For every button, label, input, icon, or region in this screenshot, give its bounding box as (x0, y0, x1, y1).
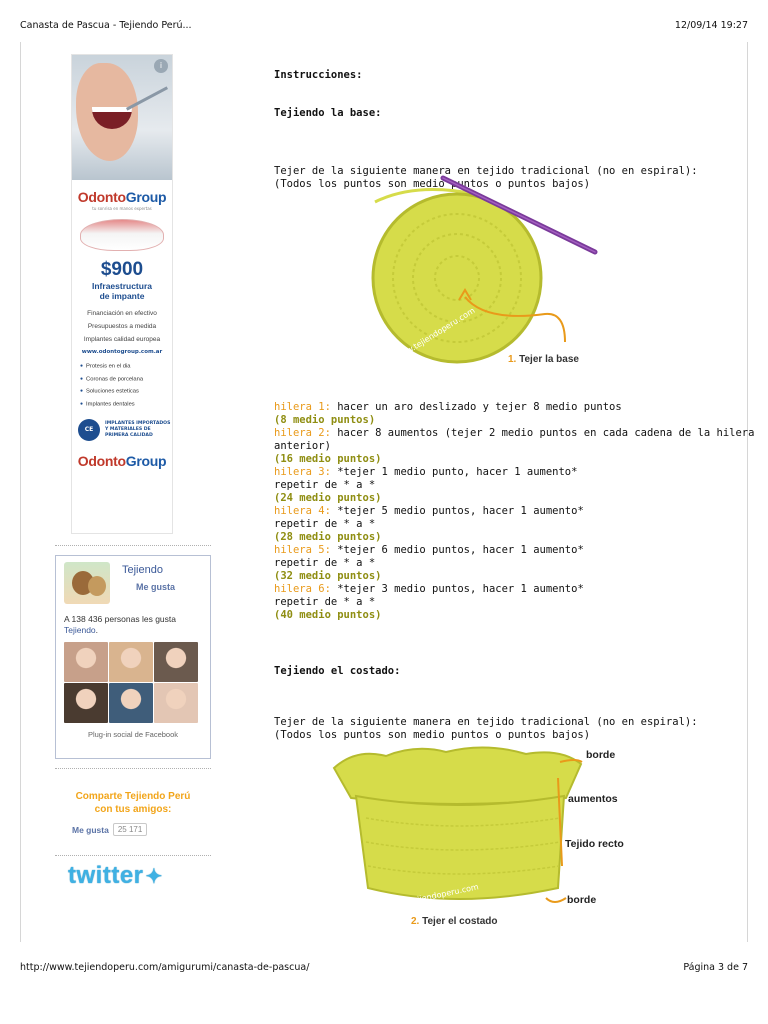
fan-avatar[interactable] (64, 683, 108, 723)
divider (55, 855, 211, 856)
share-like (72, 823, 147, 836)
facebook-like-box (55, 555, 211, 759)
row-text: *tejer 1 medio punto, hacer 1 aumento* (330, 466, 578, 478)
fan-avatar[interactable] (109, 683, 153, 723)
teeth-image (80, 219, 164, 251)
row-stitch-total: (16 medio puntos) (274, 453, 382, 465)
row-text: repetir de * a * (274, 518, 376, 530)
row-line (274, 570, 754, 583)
figure-2-caption: 2. Tejer el costado (411, 916, 498, 927)
row-label: hilera 3: (274, 466, 331, 478)
divider (55, 545, 211, 546)
row-line (274, 466, 754, 479)
row-text: repetir de * a * (274, 557, 376, 569)
ad-quality-seal: CE IMPLANTES IMPORTADOS Y MATERIALES DE PRIMERA CALIDAD (78, 419, 172, 441)
share-like-count: 25 171 (113, 823, 147, 836)
label-aumentos: aumentos (568, 793, 618, 805)
fan-avatar[interactable] (64, 642, 108, 682)
side-heading: Tejiendo el costado: (274, 665, 401, 677)
row-line (274, 414, 754, 427)
label-borde-bottom: borde (567, 894, 597, 906)
row-line (274, 544, 754, 557)
row-text: hacer 8 aumentos (tejer 2 medio puntos en cada cadena de la hilera (330, 427, 755, 439)
ad-features: Financiación en efectivo Presupuestos a medida Implantes calidad europea (83, 310, 161, 343)
row-line (274, 479, 754, 492)
page-url[interactable]: http://www.tejiendoperu.com/amigurumi/canasta-de-pascua/ (20, 962, 310, 973)
row-stitch-total: (32 medio puntos) (274, 570, 382, 582)
print-datetime: 12/09/14 19:27 (674, 20, 748, 31)
row-text: repetir de * a * (274, 479, 376, 491)
fb-like-button[interactable]: Me gusta (136, 582, 176, 592)
watermark-text: www.tejiendoperu.com (393, 305, 477, 363)
ce-seal-icon: CE (78, 419, 100, 441)
row-text: anterior) (274, 440, 331, 452)
dental-advertisement[interactable] (71, 54, 173, 534)
instructions-heading: Instrucciones: (274, 69, 363, 81)
row-line (274, 440, 754, 453)
side-intro: Tejer de la siguiente manera en tejido tradicional (no en espiral): (Todos los puntos son medio puntos o puntos bajos) (274, 716, 698, 741)
row-line (274, 531, 754, 544)
ad-photo (72, 55, 172, 180)
fb-faces-grid (56, 636, 210, 723)
row-stitch-total: (28 medio puntos) (274, 531, 382, 543)
ad-price: $900 (100, 259, 144, 280)
ad-brand: OdontoGroup (77, 189, 167, 205)
document-title: Canasta de Pascua - Tejiendo Perú... (20, 20, 192, 31)
row-text: repetir de * a * (274, 596, 376, 608)
ad-url[interactable]: www.odontogroup.com.ar (81, 349, 163, 355)
share-heading: Comparte Tejiendo Perú con tus amigos: (75, 791, 191, 815)
row-line (274, 596, 754, 609)
row-line (274, 583, 754, 596)
row-label: hilera 2: (274, 427, 331, 439)
row-label: hilera 5: (274, 544, 331, 556)
fb-plugin-label[interactable]: Plug-in social de Facebook (87, 730, 179, 739)
label-tejido-recto: Tejido recto (565, 838, 624, 850)
row-text: *tejer 6 medio puntos, hacer 1 aumento* (330, 544, 584, 556)
divider (55, 768, 211, 769)
row-text: *tejer 5 medio puntos, hacer 1 aumento* (330, 505, 584, 517)
print-header (20, 20, 748, 31)
fan-avatar[interactable] (154, 683, 198, 723)
side-photo (326, 738, 586, 918)
watermark-text-2: www.tejiendoperu.com (387, 882, 480, 911)
ad-brand-footer: OdontoGroup (77, 453, 167, 470)
label-borde-top: borde (586, 749, 616, 761)
fb-page-name[interactable]: Tejiendo (122, 564, 163, 576)
row-line (274, 427, 754, 440)
row-instructions (274, 401, 754, 622)
row-label: hilera 4: (274, 505, 331, 517)
print-footer (20, 962, 748, 973)
row-line (274, 492, 754, 505)
ad-tagline: tu sonrisa en manos expertas (92, 206, 152, 211)
share-like-button[interactable]: Me gusta (72, 824, 109, 835)
row-stitch-total: (24 medio puntos) (274, 492, 382, 504)
row-line (274, 453, 754, 466)
figure-1-caption: 1. Tejer la base (508, 354, 579, 365)
fb-like-count: A 138 436 personas les gusta Tejiendo. (64, 614, 176, 635)
page-border-left (20, 42, 21, 942)
row-stitch-total: (8 medio puntos) (274, 414, 376, 426)
page-avatar[interactable] (64, 562, 110, 604)
base-photo (355, 172, 605, 372)
row-line (274, 609, 754, 622)
fan-avatar[interactable] (154, 642, 198, 682)
row-line (274, 557, 754, 570)
row-stitch-total: (40 medio puntos) (274, 609, 382, 621)
fb-page-link[interactable]: Tejiendo (64, 625, 96, 635)
base-heading: Tejiendo la base: (274, 107, 382, 119)
row-text: *tejer 3 medio puntos, hacer 1 aumento* (330, 583, 584, 595)
ad-bullet-list: ● Protesis en el dia ● Coronas de porcelana ● Soluciones esteticas ● Implantes dentales (72, 363, 172, 407)
twitter-bird-icon: ✦ (145, 865, 163, 888)
row-line (274, 401, 754, 414)
row-text: hacer un aro deslizado y tejer 8 medio puntos (330, 401, 622, 413)
row-line (274, 518, 754, 531)
ad-info-icon[interactable]: i (154, 59, 168, 73)
ad-price-subtitle: Infraestructura de impante (92, 281, 152, 301)
row-label: hilera 1: (274, 401, 331, 413)
row-label: hilera 6: (274, 583, 331, 595)
base-intro: Tejer de la siguiente manera en tejido tradicional (no en espiral): (Todos los puntos son medio puntos o puntos bajos) (274, 165, 698, 190)
fan-avatar[interactable] (109, 642, 153, 682)
row-line (274, 505, 754, 518)
twitter-button[interactable]: twitter ✦ (68, 862, 163, 889)
page-number: Página 3 de 7 (683, 962, 748, 973)
